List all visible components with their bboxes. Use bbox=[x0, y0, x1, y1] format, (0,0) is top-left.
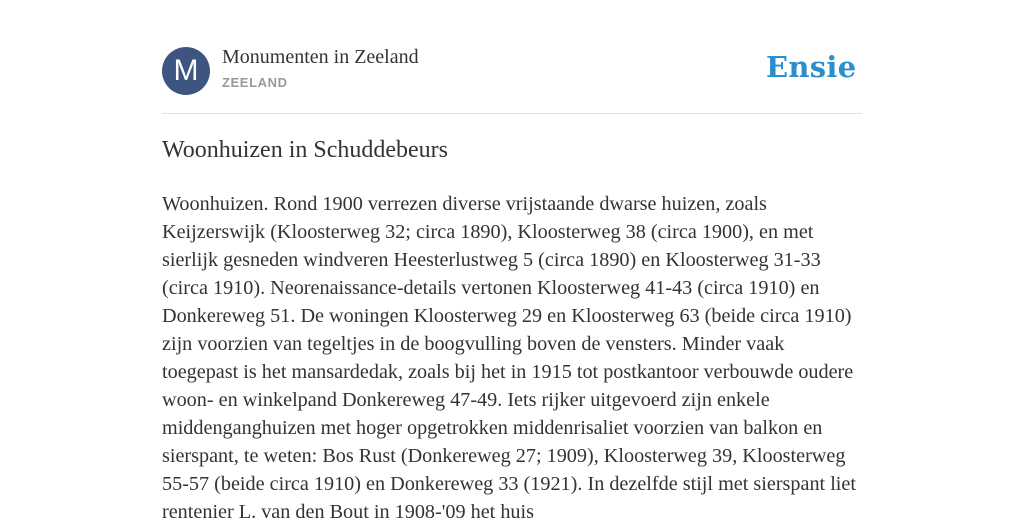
header-divider bbox=[162, 113, 862, 114]
source-title[interactable]: Monumenten in Zeeland bbox=[222, 46, 419, 68]
article-title: Woonhuizen in Schuddebeurs bbox=[162, 137, 449, 163]
article-body: Woonhuizen. Rond 1900 verrezen diverse vrijstaande dwarse huizen, zoals Keijzerswijk (Kloosterweg 32; circa 1890), Kloosterweg 38 (circa 1900), en met sierlijk gesneden windveren Heesterlustweg 5 (circa 1890) en Kloosterweg 31-33 (circa 1910). Neorenaissance-details vertonen Kloosterweg 41-43 (circa 1910) en Donkereweg 51. De woningen Kloosterweg 29 en Kloosterweg 63 (beide circa 1910) zijn voorzien van tegeltjes in de boogvulling boven de vensters. Minder vaak toegepast is het mansardedak, zoals bij het in 1915 tot postkantoor verbouwde oudere woon- en winkelpand Donkereweg 47-49. Iets rijker uitgevoerd zijn enkele middenganghuizen met hoger opgetrokken middenrisaliet voorzien van balkon en sierspant, te weten: Bos Rust (Donkereweg 27; 1909), Kloosterweg 39, Kloosterweg 55-57 (beide circa 1910) en Donkereweg 33 (1921). In dezelfde stijl met sierspant liet rentenier L. van den Bout in 1908-'09 het huis bbox=[162, 193, 856, 523]
brand-logo[interactable]: Ensie bbox=[766, 50, 857, 84]
source-subtitle: ZEELAND bbox=[222, 75, 288, 90]
avatar[interactable]: M bbox=[162, 47, 210, 95]
